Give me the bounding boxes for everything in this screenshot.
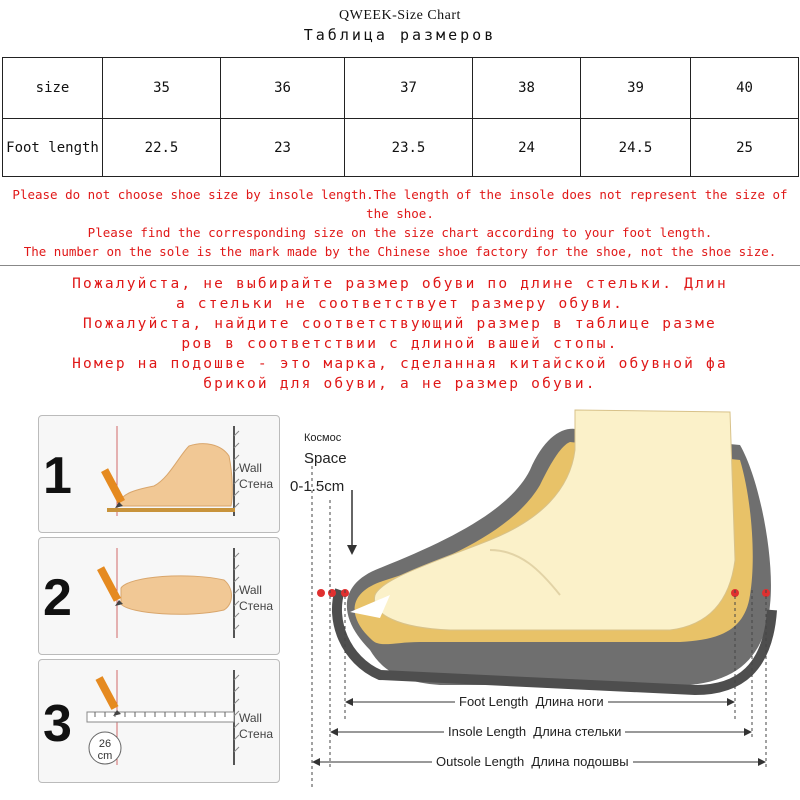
wall-label-ru: Стена — [239, 727, 274, 741]
notice-line: Please do not choose shoe size by insole length.The length of the insole does not represent the size of — [12, 187, 788, 202]
wall-label-en: Wall — [239, 711, 262, 725]
notice-line: брикой для обуви, а не размер обуви. — [203, 376, 597, 392]
wall-label-ru: Стена — [239, 477, 274, 491]
notice-line: The number on the sole is the mark made by the Chinese shoe factory for the shoe, not the shoe size. — [23, 244, 777, 259]
table-cell: 24.5 — [581, 119, 691, 177]
chart-title-russian: Таблица размеров — [303, 26, 497, 44]
ruler-value: 26 — [98, 738, 112, 750]
notice-line: а стельки не соответствует размеру обуви. — [175, 296, 625, 312]
wall-label-en: Wall — [239, 461, 262, 475]
table-cell: 24 — [473, 119, 581, 177]
english-notice — [0, 185, 800, 261]
table-cell: 35 — [103, 58, 221, 119]
ruler-readout — [93, 738, 117, 762]
notice-line: Номер на подошве - это марка, сделанная китайской обувной фа — [72, 356, 728, 372]
table-cell: 40 — [691, 58, 799, 119]
notice-line: Пожалуйста, найдите соответствующий размер в таблице разме — [83, 316, 717, 332]
step-panel-3 — [38, 659, 280, 783]
wall-label-ru: Стена — [239, 599, 274, 613]
ruler-unit: cm — [97, 750, 113, 762]
size-table — [2, 57, 799, 177]
notice-line: Please find the corresponding size on the size chart according to your foot length. — [87, 225, 713, 240]
wall-label — [239, 460, 273, 492]
wall-label — [239, 710, 273, 742]
divider — [0, 265, 800, 266]
foot-length-label: Foot Length Длина ноги — [455, 694, 608, 709]
space-label-ru: Космос — [304, 432, 342, 444]
step-number: 3 — [43, 695, 72, 753]
table-cell: 38 — [473, 58, 581, 119]
step-number: 2 — [43, 569, 72, 627]
space-range-label: 0-1.5cm — [290, 478, 345, 495]
step-number: 1 — [43, 447, 72, 505]
table-row-size — [3, 58, 799, 119]
chart-header — [0, 8, 800, 44]
row-header-size: size — [3, 58, 103, 119]
wall-label — [239, 582, 273, 614]
table-cell: 37 — [345, 58, 473, 119]
insole-length-label: Insole Length Длина стельки — [444, 724, 625, 739]
row-header-foot-length: Foot length — [3, 119, 103, 177]
notice-line: ров в соответствии с длиной вашей стопы. — [181, 336, 619, 352]
notice-line: the shoe. — [366, 206, 434, 221]
chart-title: QWEEK-Size Chart — [339, 8, 461, 23]
table-row-foot-length — [3, 119, 799, 177]
step-panel-2 — [38, 537, 280, 655]
table-cell: 25 — [691, 119, 799, 177]
space-label-en: Space — [304, 450, 347, 467]
outsole-length-label: Outsole Length Длина подошвы — [432, 754, 633, 769]
notice-line: Пожалуйста, не выбирайте размер обуви по длине стельки. Длин — [72, 276, 728, 292]
table-cell: 23.5 — [345, 119, 473, 177]
table-cell: 23 — [221, 119, 345, 177]
table-cell: 39 — [581, 58, 691, 119]
wall-label-en: Wall — [239, 583, 262, 597]
russian-notice — [0, 274, 800, 394]
step-panel-1 — [38, 415, 280, 533]
table-cell: 22.5 — [103, 119, 221, 177]
table-cell: 36 — [221, 58, 345, 119]
